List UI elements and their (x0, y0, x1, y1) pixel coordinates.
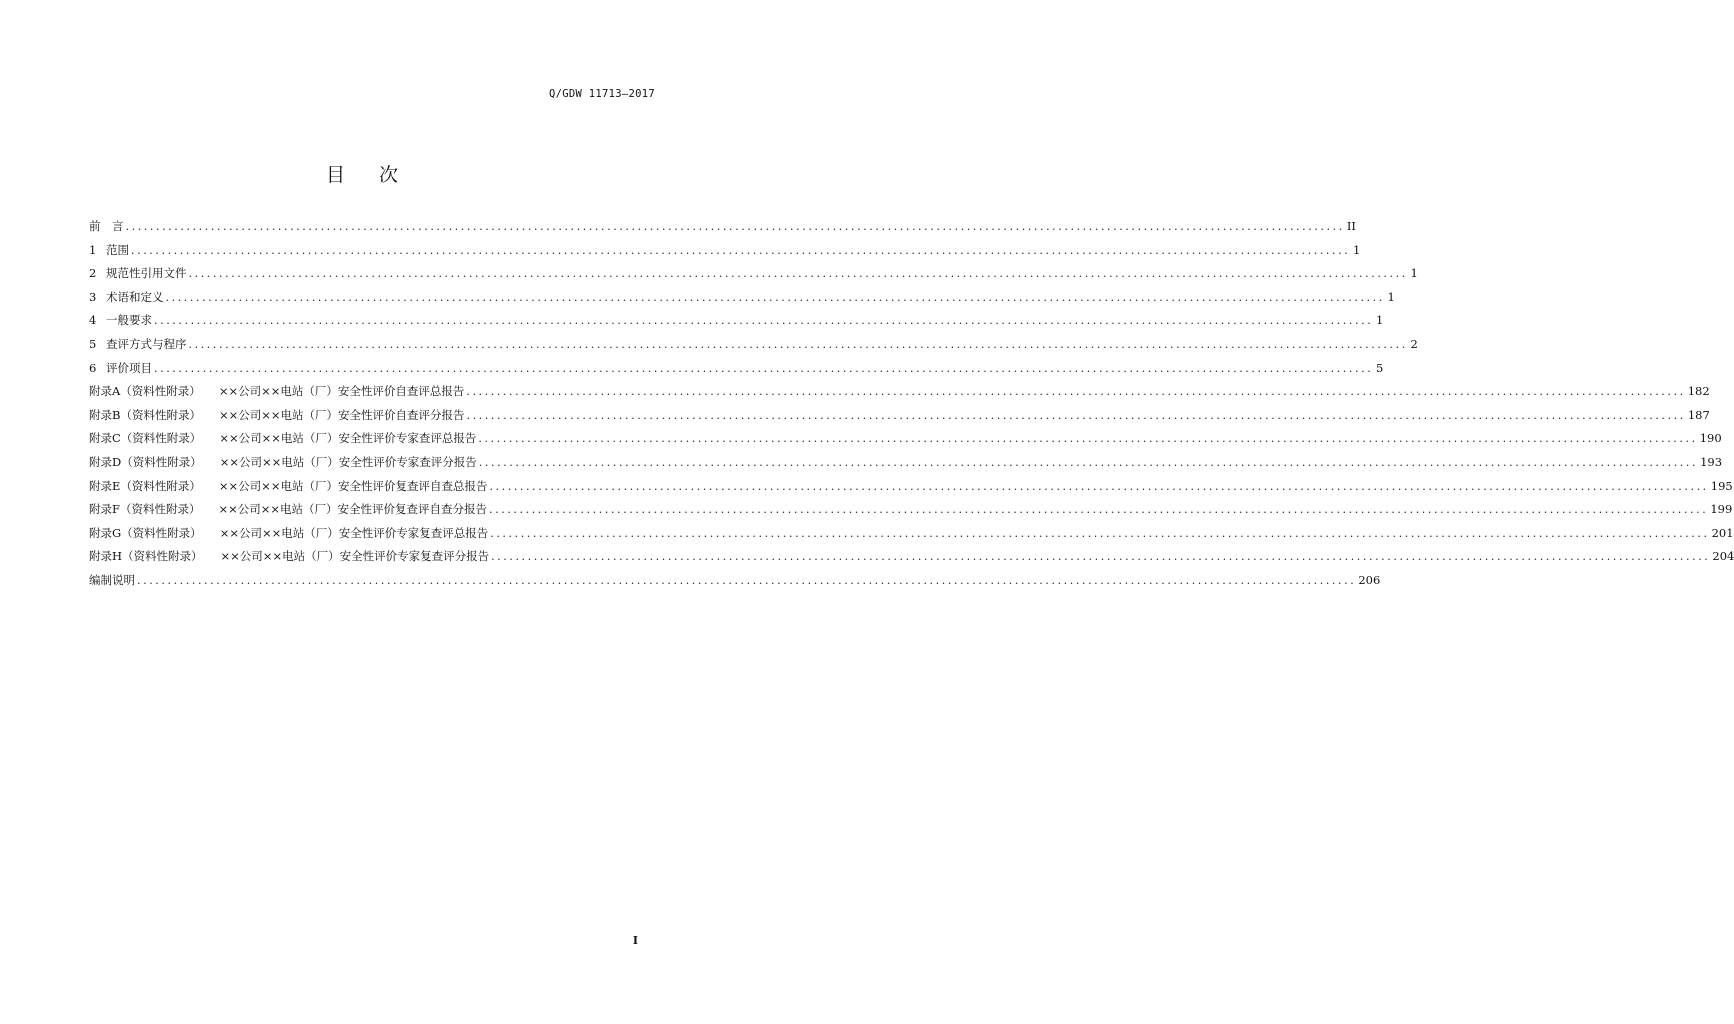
toc-leader-dots: ........................................................................................................................................................................................................ (466, 385, 1686, 399)
toc-entry-number: 6 (89, 360, 97, 375)
toc-leader-dots: ........................................................................................................................................................................................................ (165, 290, 1385, 304)
toc-entry-number: 2 (89, 266, 97, 281)
toc-entry-page: 199 (1710, 502, 1733, 517)
toc-entry-page: 195 (1710, 478, 1733, 493)
toc-entry-text: 范围 (106, 242, 129, 257)
toc-entry-page: 182 (1687, 384, 1710, 399)
toc-appendix-prefix: 附录G（资料性附录） (89, 525, 202, 540)
toc-entry-appendix-e[interactable] (89, 478, 1733, 502)
toc-entry-text: 一般要求 (106, 313, 152, 328)
toc-entry-appendix-a[interactable] (89, 383, 1710, 407)
toc-leader-dots: ........................................................................................................................................................................................................ (137, 573, 1357, 587)
toc-entry-label (89, 501, 487, 517)
toc-appendix-prefix: 附录B（资料性附录） (89, 407, 201, 422)
toc-entry-text: ××公司××电站（厂）安全性评价专家复查评总报告 (219, 525, 489, 540)
toc-entry-page: II (1346, 219, 1356, 233)
toc-entry-page: 1 (1387, 289, 1395, 304)
toc-leader-dots: ........................................................................................................................................................................................................ (489, 479, 1709, 493)
toc-entry-appendix-f[interactable] (89, 501, 1733, 525)
toc-entry-page: 2 (1410, 336, 1418, 351)
toc-entry-scope[interactable] (89, 242, 1361, 266)
toc-entry-text: 规范性引用文件 (106, 266, 187, 281)
toc-entry-text: 术语和定义 (106, 289, 164, 304)
toc-entry-page: 187 (1687, 407, 1710, 422)
toc-entry-page: 201 (1711, 525, 1734, 540)
toc-entry-page: 1 (1410, 266, 1418, 281)
toc-entry-evaluation-items[interactable] (89, 360, 1384, 384)
toc-entry-label (89, 383, 464, 399)
toc-entry-label (89, 430, 476, 446)
toc-leader-dots: ........................................................................................................................................................................................................ (466, 408, 1686, 422)
toc-entry-label: 编制说明 (89, 572, 135, 587)
toc-leader-dots: ........................................................................................................................................................................................................ (188, 337, 1408, 351)
toc-leader-dots: ........................................................................................................................................................................................................ (131, 243, 1351, 257)
toc-entry-label (89, 407, 465, 423)
toc-entry-number: 1 (89, 242, 97, 257)
toc-entry-number: 4 (89, 313, 97, 328)
toc-entry-label (89, 454, 477, 470)
toc-entry-number: 5 (89, 336, 97, 351)
toc-entry-general-requirements[interactable] (89, 312, 1384, 336)
toc-entry-label (89, 289, 164, 305)
page-number: I (632, 934, 638, 947)
toc-entry-appendix-b[interactable] (89, 407, 1710, 431)
toc-leader-dots: ........................................................................................................................................................................................................ (125, 220, 1345, 233)
toc-entry-appendix-g[interactable] (89, 525, 1734, 549)
toc-entry-foreword[interactable] (89, 218, 1356, 242)
toc-entry-page: 206 (1358, 572, 1381, 587)
toc-entry-page: 1 (1376, 313, 1384, 328)
toc-entry-appendix-d[interactable] (89, 454, 1723, 478)
toc-entry-label (89, 548, 489, 564)
toc-title (0, 160, 724, 187)
toc-entry-appendix-h[interactable] (89, 548, 1734, 572)
toc-title-char-2: 次 (379, 164, 399, 186)
toc-entry-text: ××公司××电站（厂）安全性评价复查评自查分报告 (218, 502, 488, 517)
toc-appendix-prefix: 附录E（资料性附录） (89, 478, 201, 493)
toc-entry-terms-definitions[interactable] (89, 289, 1395, 313)
toc-leader-dots: ........................................................................................................................................................................................................ (154, 361, 1374, 375)
toc-appendix-prefix: 附录C（资料性附录） (89, 431, 202, 446)
toc-entry-number: 3 (89, 289, 97, 304)
toc-appendix-prefix: 附录F（资料性附录） (89, 502, 201, 517)
toc-entry-text: ××公司××电站（厂）安全性评价复查评自查总报告 (218, 478, 488, 493)
toc-entry-text: ××公司××电站（厂）安全性评价自查评总报告 (218, 384, 465, 399)
toc-entry-page: 190 (1699, 431, 1722, 446)
toc-entry-text: ××公司××电站（厂）安全性评价专家复查评分报告 (220, 549, 490, 564)
toc-entry-label: 前 言 (89, 219, 124, 233)
toc-entry-label (89, 525, 488, 541)
toc-entry-label (89, 478, 487, 494)
toc-entry-label (89, 312, 152, 328)
toc-entry-text: ××公司××电站（厂）安全性评价专家查评分报告 (219, 454, 477, 469)
toc-leader-dots: ........................................................................................................................................................................................................ (188, 267, 1408, 281)
toc-appendix-prefix: 附录A（资料性附录） (89, 384, 201, 399)
toc-entry-evaluation-procedure[interactable] (89, 336, 1418, 360)
toc-entry-label (89, 242, 129, 258)
toc-entry-text: 评价项目 (106, 360, 152, 375)
toc-entry-text: ××公司××电站（厂）安全性评价自查评分报告 (218, 407, 465, 422)
toc-entry-page: 1 (1353, 242, 1361, 257)
toc-entry-page: 204 (1712, 549, 1734, 564)
toc-entry-page: 5 (1376, 360, 1384, 375)
toc-entry-appendix-c[interactable] (89, 430, 1722, 454)
toc-appendix-prefix: 附录D（资料性附录） (89, 454, 202, 469)
toc-leader-dots: ........................................................................................................................................................................................................ (489, 503, 1709, 517)
toc-list (89, 218, 1734, 596)
toc-entry-normative-references[interactable] (89, 265, 1418, 289)
toc-appendix-prefix: 附录H（资料性附录） (89, 549, 203, 564)
toc-leader-dots: ........................................................................................................................................................................................................ (478, 455, 1699, 469)
toc-leader-dots: ........................................................................................................................................................................................................ (478, 432, 1698, 446)
toc-entry-compilation-notes[interactable] (89, 572, 1381, 596)
toc-entry-text: ××公司××电站（厂）安全性评价专家查评总报告 (219, 431, 477, 446)
toc-leader-dots: ........................................................................................................................................................................................................ (491, 550, 1711, 564)
toc-leader-dots: ........................................................................................................................................................................................................ (490, 526, 1710, 540)
toc-entry-text: 查评方式与程序 (106, 336, 187, 351)
toc-entry-page: 193 (1700, 454, 1723, 469)
toc-entry-label (89, 265, 187, 281)
toc-entry-label (89, 360, 152, 376)
document-code: Q/GDW 11713—2017 (549, 88, 655, 100)
toc-title-char-1: 目 (325, 164, 345, 186)
toc-leader-dots: ........................................................................................................................................................................................................ (154, 314, 1374, 328)
toc-entry-label (89, 336, 187, 352)
